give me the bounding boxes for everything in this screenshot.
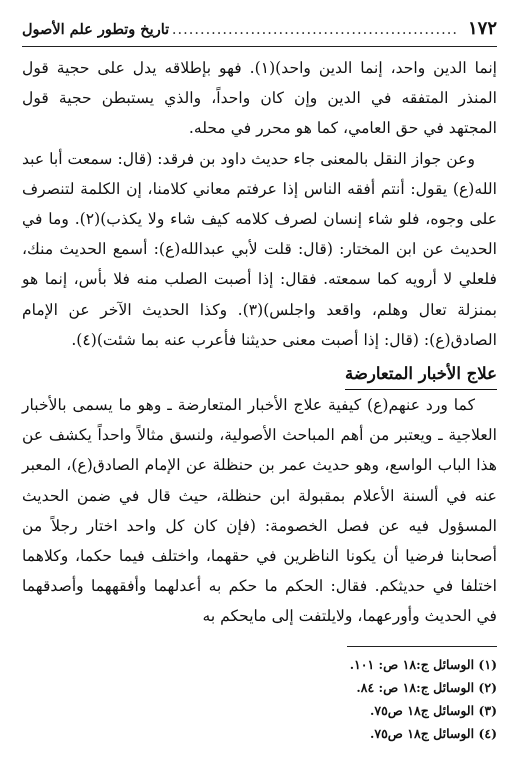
paragraph-1: إنما الدين واحد، إنما الدين واحد)(١). فهو بإطلاقه يدل على حجية قول المنذر المتفقه في الدين وإن كان واحداً، والذي يستبطن حجية قول المجتهد في حق العامي، كما هو محرر في محله. xyxy=(22,59,498,138)
footnotes xyxy=(22,653,497,745)
main-text xyxy=(22,53,497,632)
footnote-1: (١) الوسائل ج:١٨ ص: ١٠١. xyxy=(349,656,497,672)
page-number: ١٧٢ xyxy=(467,18,497,39)
dot-leader xyxy=(173,22,458,38)
header-rule xyxy=(22,46,497,47)
paragraph-2: وعن جواز النقل بالمعنى جاء حديث داود بن فرقد: (قال: سمعت أبا عبد الله(ع) يقول: أنتم أفقه الناس إذا عرفتم معاني كلامنا، إن الكلمة لتنصرف على وجوه، فلو شاء إنسان لصرف كلامه كيف شاء ولا يكذب)(٢). وما في الحديث عن ابن المختار: (قال: قلت لأبي عبدالله(ع): أسمع الحديث منك، فلعلي لا أرويه كما سمعته. فقال: إذا أصبت الصلب منه فلا بأس، إنما هو بمنزلة تعال وهلم، واقعد واجلس)(٣). وكذا الحديث الآخر عن الإمام الصادق(ع): (قال: إذا أصبت معنى حديثنا فأعرب عنه بما شئت)(٤). xyxy=(22,149,497,349)
footnote-3: (٣) الوسائل ج١٨ ص٧٥. xyxy=(370,702,497,718)
footnote-4: (٤) الوسائل ج١٨ ص٧٥. xyxy=(370,725,497,741)
section-heading-wrapper xyxy=(22,355,497,390)
footnote-rule xyxy=(347,646,497,647)
section-heading: علاج الأخبار المتعارضة xyxy=(345,361,497,390)
running-header xyxy=(22,18,497,42)
footnote-2: (٢) الوسائل ج:١٨ ص: ٨٤. xyxy=(356,679,497,695)
section-paragraph: كما ورد عنهم(ع) كيفية علاج الأخبار المتعارضة ـ وهو ما يسمى بالأخبار العلاجية ـ ويعتبر من أهم المباحث الأصولية، ولنسق مثالاً واحداً يكشف عن هذا الباب الواسع، وهو حديث عمر بن حنظلة عن الإمام الصادق(ع)، المعبر عنه في ألسنة الأعلام بمقبولة ابن حنظلة، حيث قال في ضمن الحديث المسؤول فيه عن فصل الخصومة: (فإن كان كل واحد اختار رجلاً من أصحابنا فرضيا أن يكونا الناظرين في حقهما، واختلف فيما حكما، وكلاهما اختلفا في حديثكم. فقال: الحكم ما حكم به أعدلهما وأفقههما وأصدقهما في الحديث وأورعهما، ولايلتفت إلى مايحكم به xyxy=(22,396,497,626)
running-title: تاريخ وتطور علم الأصول xyxy=(22,21,170,38)
